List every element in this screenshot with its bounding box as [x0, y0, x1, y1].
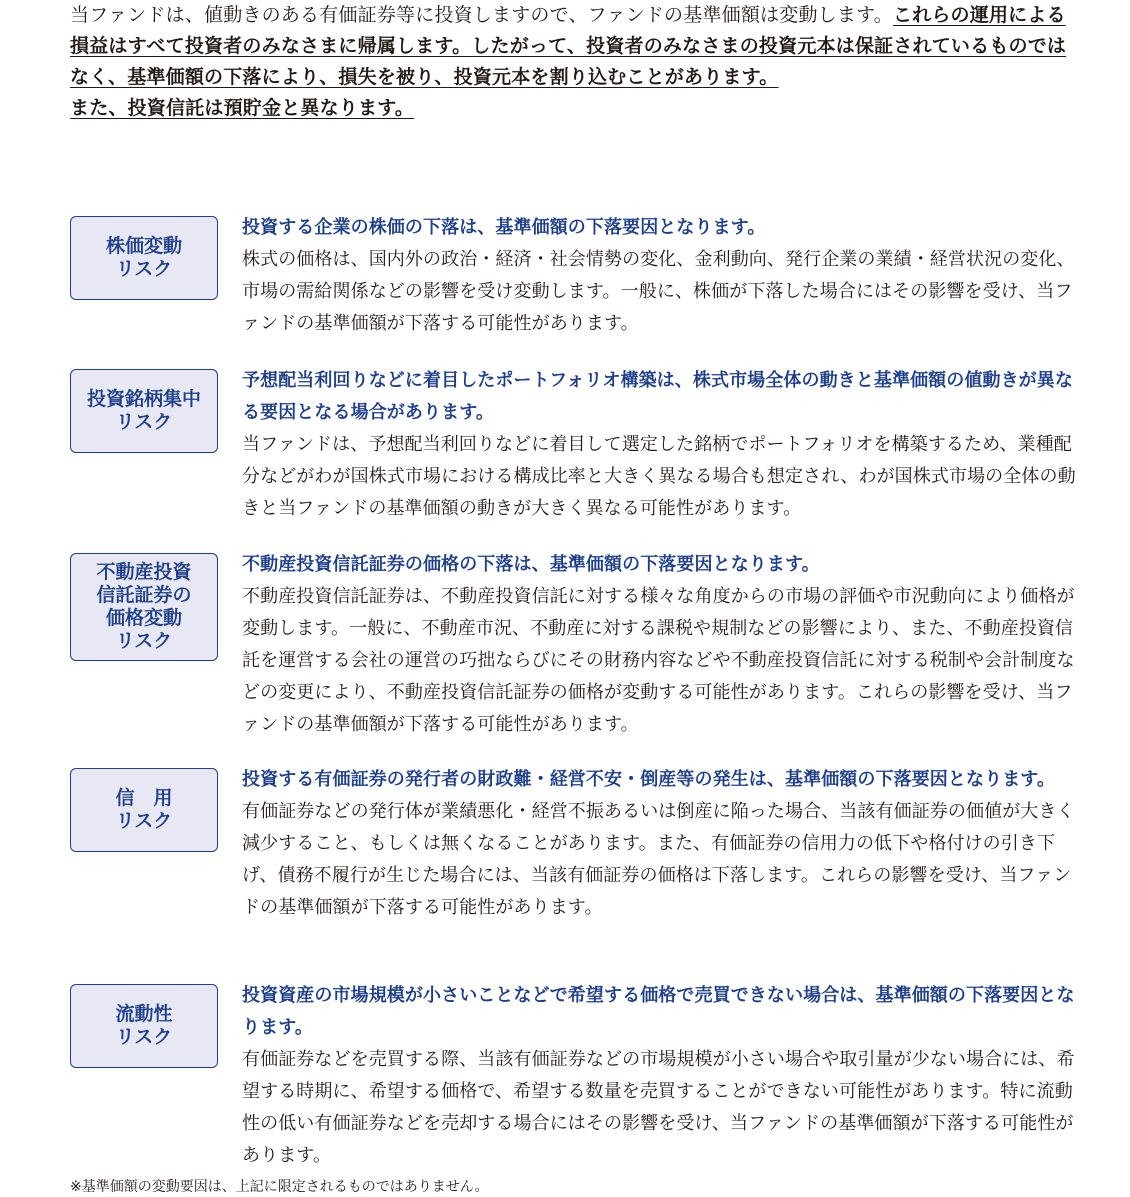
risk-badge-line: リスク: [115, 1026, 173, 1048]
risk-headline: 投資資産の市場規模が小さいことなどで希望する価格で売買できない場合は、基準価額の下落要因となります。: [242, 985, 1075, 1038]
risk-body: 有価証券などを売買する際、当該有価証券などの市場規模が小さい場合や取引量が少ない場合には、希望する時期に、希望する価格で、希望する数量を売買することができない可能性があります。特に流動性の低い有価証券などを売却する場合にはその影響を受け、当ファンドの基準価額が下落する可能性があります。: [242, 1049, 1075, 1166]
risk-body: 不動産投資信託証券は、不動産投資信託に対する様々な角度からの市場の評価や市況動向により価格が変動します。一般に、不動産市況、不動産に対する課税や規制などの影響により、また、不動産投資信託を運営する会社の運営の巧拙ならびにその財務内容などや不動産投資信託に対する税制や会計制度などの変更により、不動産投資信託証券の価格が変動する可能性があります。これらの影響を受け、当ファンドの基準価額が下落する可能性があります。: [242, 586, 1075, 735]
risk-badge: [70, 216, 218, 300]
risk-badge-line: リスク: [115, 258, 173, 280]
risk-badge-line: 価格変動: [105, 607, 182, 629]
intro-paragraph: [70, 0, 1070, 124]
risk-badge-line: 信 用: [115, 787, 173, 809]
risk-headline: 予想配当利回りなどに着目したポートフォリオ構築は、株式市場全体の動きと基準価額の値動きが異なる要因となる場合があります。: [242, 370, 1073, 423]
risk-badge-line: 信託証券の: [96, 584, 192, 606]
intro-deposit-note: また、投資信託は預貯金と異なります。: [70, 97, 415, 119]
risk-body: 当ファンドは、予想配当利回りなどに着目して選定した銘柄でポートフォリオを構築するため、業種配分などがわが国株式市場における構成比率と大きく異なる場合も想定され、わが国株式市場の全体の動きと当ファンドの基準価額の動きが大きく異なる可能性があります。: [242, 434, 1076, 519]
risk-headline: 不動産投資信託証券の価格の下落は、基準価額の下落要因となります。: [242, 554, 820, 575]
risk-badge: [70, 984, 218, 1068]
risk-badge: [70, 553, 218, 661]
risk-badge: [70, 369, 218, 453]
risk-badge-line: 投資銘柄集中: [86, 388, 201, 410]
risk-badge-line: 株価変動: [105, 235, 182, 257]
risk-headline: 投資する企業の株価の下落は、基準価額の下落要因となります。: [242, 217, 766, 238]
risk-badge-line: 流動性: [115, 1003, 173, 1025]
risk-body: 株式の価格は、国内外の政治・経済・社会情勢の変化、金利動向、発行企業の業績・経営状況の変化、市場の需給関係などの影響を受け変動します。一般に、株価が下落した場合にはその影響を受け、当ファンドの基準価額が下落する可能性があります。: [242, 249, 1075, 334]
risk-badge-line: リスク: [115, 630, 173, 652]
intro-underlined-text: これらの運用による損益はすべて投資者のみなさまに帰属します。したがって、投資者のみなさまの投資元本は保証されているものではなく、基準価額の下落により、損失を被り、投資元本を割り込むことがあります。: [70, 4, 1067, 88]
intro-plain-text: 当ファンドは、値動きのある有価証券等に投資しますので、ファンドの基準価額は変動します。: [70, 4, 893, 26]
footnote: ※基準価額の変動要因は、上記に限定されるものではありません。: [70, 1179, 489, 1195]
risk-body: 有価証券などの発行体が業績悪化・経営不振あるいは倒産に陥った場合、当該有価証券の価値が大きく減少すること、もしくは無くなることがあります。また、有価証券の信用力の低下や格付けの引き下げ、債務不履行が生じた場合には、当該有価証券の価格は下落します。これらの影響を受け、当ファンドの基準価額が下落する可能性があります。: [242, 801, 1075, 918]
risk-badge: [70, 768, 218, 852]
risk-badge-line: 不動産投資: [96, 561, 192, 583]
risk-headline: 投資する有価証券の発行者の財政難・経営不安・倒産等の発生は、基準価額の下落要因となります。: [242, 769, 1056, 790]
risk-badge-line: リスク: [115, 810, 173, 832]
risk-badge-line: リスク: [115, 411, 173, 433]
